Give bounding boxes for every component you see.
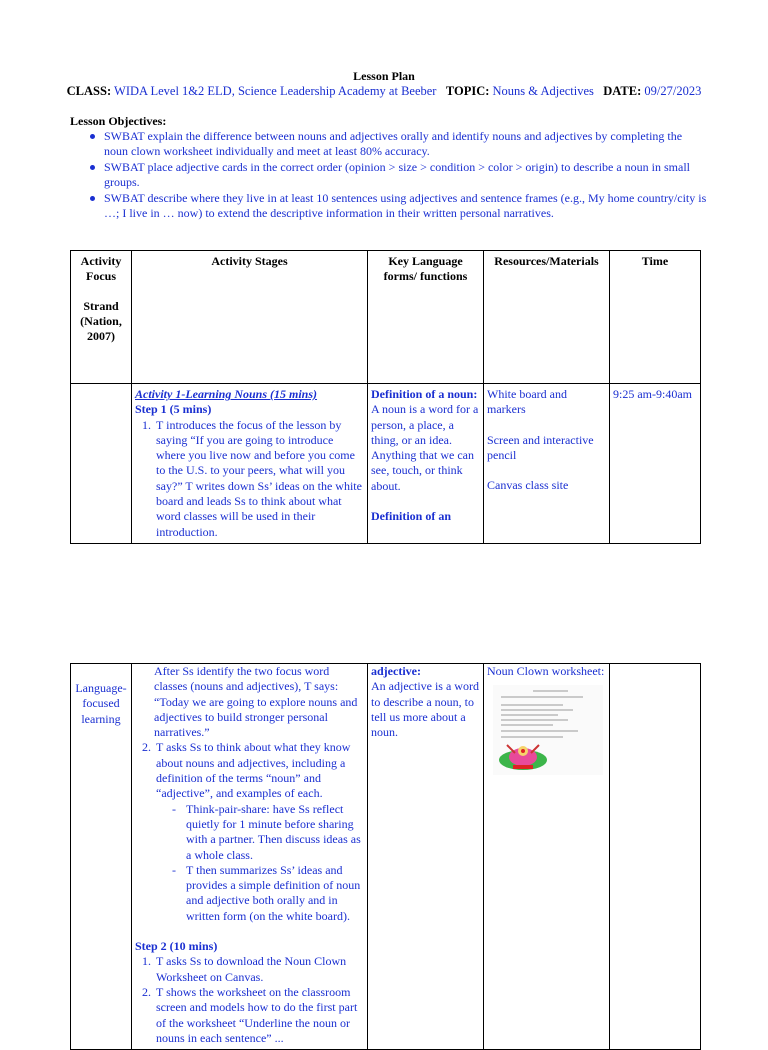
topic-label: TOPIC: <box>445 84 490 98</box>
row2-focus-cell <box>71 664 132 1050</box>
header-time: Time <box>610 251 701 384</box>
row1-stages-cell <box>132 384 368 544</box>
row2-resources-cell <box>484 664 610 1050</box>
objectives-heading: Lesson Objectives: <box>70 114 167 128</box>
focus-language-focused: Language-focused learning <box>75 681 127 726</box>
step1-list-cont <box>135 740 364 924</box>
adjective-definition-title-part2: adjective: <box>371 664 421 678</box>
row1-time-cell: 9:25 am-9:40am <box>610 384 701 544</box>
row1-language-cell <box>368 384 484 544</box>
adjective-definition-title-part1: Definition of an <box>371 509 452 524</box>
step2-item: 1. T asks Ss to download the Noun Clown Worksheet on Canvas. <box>154 954 364 985</box>
row2-language-cell <box>368 664 484 1050</box>
dash-item: - Think-pair-share: have Ss reflect quietly for 1 minute before sharing with a partner. Then discuss ideas as a whole class. <box>172 802 364 863</box>
row2-stages-cell <box>132 664 368 1050</box>
row2-time-cell <box>610 664 701 1050</box>
document-title: Lesson Plan <box>353 69 415 83</box>
header-activity-focus <box>71 251 132 384</box>
lesson-table-part2 <box>70 663 701 1050</box>
dash-list <box>156 802 364 924</box>
noun-definition-title: Definition of a noun: <box>371 387 478 401</box>
step2-list <box>135 954 364 1046</box>
class-value: WIDA Level 1&2 ELD, Science Leadership Academy at Beeber <box>114 84 437 98</box>
step1-list <box>135 418 364 540</box>
step1-continued: After Ss identify the two focus word classes (nouns and adjectives), T says: “Today we are going to explore nouns and adjectives to build stronger personal narratives.” <box>154 664 358 740</box>
date-label: DATE: <box>603 84 642 98</box>
resource-noun-clown: Noun Clown worksheet: <box>487 664 605 678</box>
header-strand-label: Strand (Nation, 2007) <box>80 298 122 344</box>
step1-item: 1. T introduces the focus of the lesson by saying “If you are going to introduce where you live now and before you come to the U.S. to your peers, what will you say?” T writes down Ss’ ideas on the white board and leads Ss to think about what word classes will be used in their introduction. <box>154 418 364 540</box>
header-focus-label: Activity Focus <box>80 254 122 284</box>
lesson-table-part1 <box>70 250 701 544</box>
class-label: CLASS: <box>66 84 112 98</box>
topic-value: Nouns & Adjectives <box>492 84 594 98</box>
resource-whiteboard: White board and markers <box>487 387 567 417</box>
resource-canvas: Canvas class site <box>487 478 569 493</box>
step1-title: Step 1 (5 mins) <box>135 402 212 417</box>
row1-focus-cell <box>71 384 132 544</box>
row1-resources-cell <box>484 384 610 544</box>
adjective-definition: An adjective is a word to describe a noun, to tell us more about a noun. <box>371 679 479 740</box>
activity-title: Activity 1-Learning Nouns (15 mins) <box>135 387 318 401</box>
header-activity-stages: Activity Stages <box>132 251 368 384</box>
worksheet-thumbnail-image <box>493 685 603 775</box>
header-language-forms: Key Language forms/ functions <box>368 251 484 384</box>
objective-item: SWBAT place adjective cards in the correct order (opinion > size > condition > color > origin) to describe a noun in small groups. <box>88 160 708 190</box>
step2-item: 2. T shows the worksheet on the classroom screen and models how to do the first part of the worksheet “Underline the noun or nouns in each sentence” ... <box>154 985 364 1046</box>
objective-item: SWBAT describe where they live in at least 10 sentences using adjectives and sentence frames (e.g., My home country/city is …; I live in … now) to extend the descriptive information in their written personal narratives. <box>88 191 708 221</box>
objective-item: SWBAT explain the difference between nouns and adjectives orally and identify nouns and adjectives by completing the noun clown worksheet individually and meet at least 80% accuracy. <box>88 129 708 159</box>
step1-item <box>154 740 364 924</box>
step2-title: Step 2 (10 mins) <box>135 939 218 954</box>
date-value: 09/27/2023 <box>644 84 702 98</box>
header-resources: Resources/Materials <box>484 251 610 384</box>
noun-definition: A noun is a word for a person, a place, a thing, or an idea. Anything that we can see, touch, or think about. <box>371 402 479 493</box>
objectives-list <box>88 129 708 222</box>
dash-item: - T then summarizes Ss’ ideas and provides a simple definition of noun and adjective both orally and in written form (on the white board). <box>172 863 364 924</box>
resource-screen: Screen and interactive pencil <box>487 432 594 462</box>
step1-item2-text: T asks Ss to think about what they know about nouns and adjectives, including a definition of the terms “noun” and “adjective”, and examples of each. <box>156 740 351 801</box>
class-info-line <box>0 84 768 99</box>
